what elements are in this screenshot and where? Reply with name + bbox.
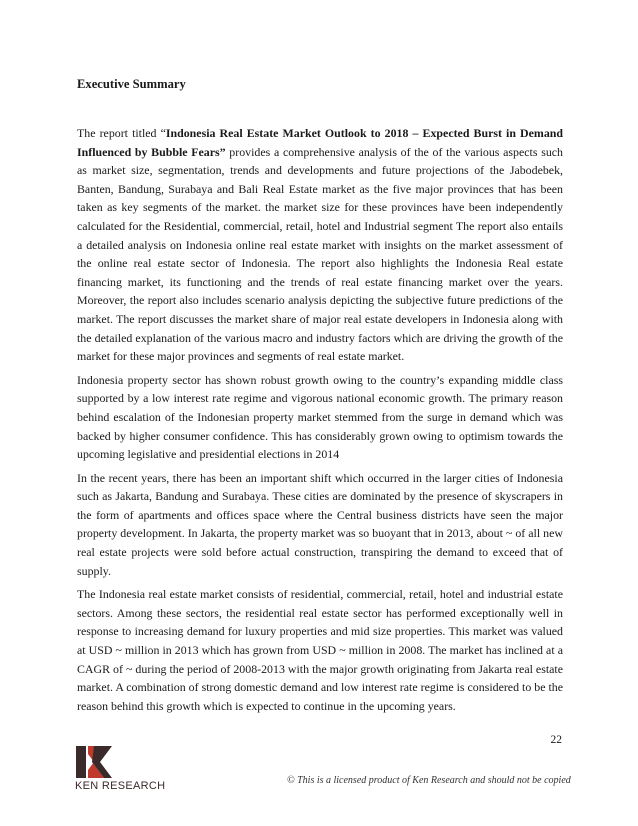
- paragraph-3: In the recent years, there has been an important shift which occurred in the larger cities of Indonesia such as Jakarta, Bandung and Surabaya. These cities are dominated by the presence of skyscrapers in the form of apartments and offices space where the Central business districts have seen the major property development. In Jakarta, the property market was so buoyant that in 2013, about ~ of all new real estate projects were sold before actual construction, transpiring the demand to exceed that of supply.: [77, 470, 563, 578]
- body-text: [77, 124, 563, 720]
- logo-text: KEN RESEARCH: [75, 780, 166, 792]
- paragraph-1-rest: provides a comprehensive analysis of the of the various aspects such as market size, segmentation, trends and developments and future projections of the Jabodebek, Banten, Bandung, Surabaya and Bali Real Estate market as the five major provinces that has been taken as key segments of the market. the market size for these provinces have been independently calculated for the Residential, commercial, retail, hotel and Industrial segment The report also entails a detailed analysis on Indonesia online real estate market with insights on the market assessment of the online real estate sector of Indonesia. The report also highlights the Indonesia Real estate financing market, its functioning and the trends of real estate financing market over the years. Moreover, the report also includes scenario analysis depicting the subjective future predictions of the market. The report discusses the market share of major real estate developers in Indonesia along with the detailed explanation of the various macro and industry factors which are driving the growth of the market for these major provinces and segments of real estate market.: [77, 144, 563, 364]
- report-title: Indonesia Real Estate Market Outlook to 2018 – Expected Burst in Demand Influenced by Bubble Fears”: [77, 126, 563, 159]
- footer-copyright: © This is a licensed product of Ken Research and should not be copied: [287, 775, 571, 786]
- paragraph-1: [77, 124, 563, 366]
- paragraph-1-intro: The report titled “: [77, 126, 166, 140]
- section-heading: Executive Summary: [77, 77, 186, 91]
- paragraph-2: Indonesia property sector has shown robust growth owing to the country’s expanding middle class supported by a low interest rate regime and vigorous national economic growth. The primary reason behind escalation of the Indonesian property market stemmed from the surge in demand which was backed by higher consumer confidence. This has considerably grown owing to optimism towards the upcoming legislative and presidential elections in 2014: [77, 372, 563, 462]
- page-number: 22: [550, 734, 562, 746]
- ken-logo-icon: [74, 744, 114, 780]
- paragraph-4: The Indonesia real estate market consists of residential, commercial, retail, hotel and industrial estate sectors. Among these sectors, the residential real estate sector has performed exceptionally well in response to increasing demand for luxury properties and mid size properties. This market was valued at USD ~ million in 2013 which has grown from USD ~ million in 2008. The market has inclined at a CAGR of ~ during the period of 2008-2013 with the major growth originating from Jakarta real estate market. A combination of strong domestic demand and low interest rate regime is considered to be the reason behind this growth which is expected to continue in the upcoming years.: [77, 587, 563, 713]
